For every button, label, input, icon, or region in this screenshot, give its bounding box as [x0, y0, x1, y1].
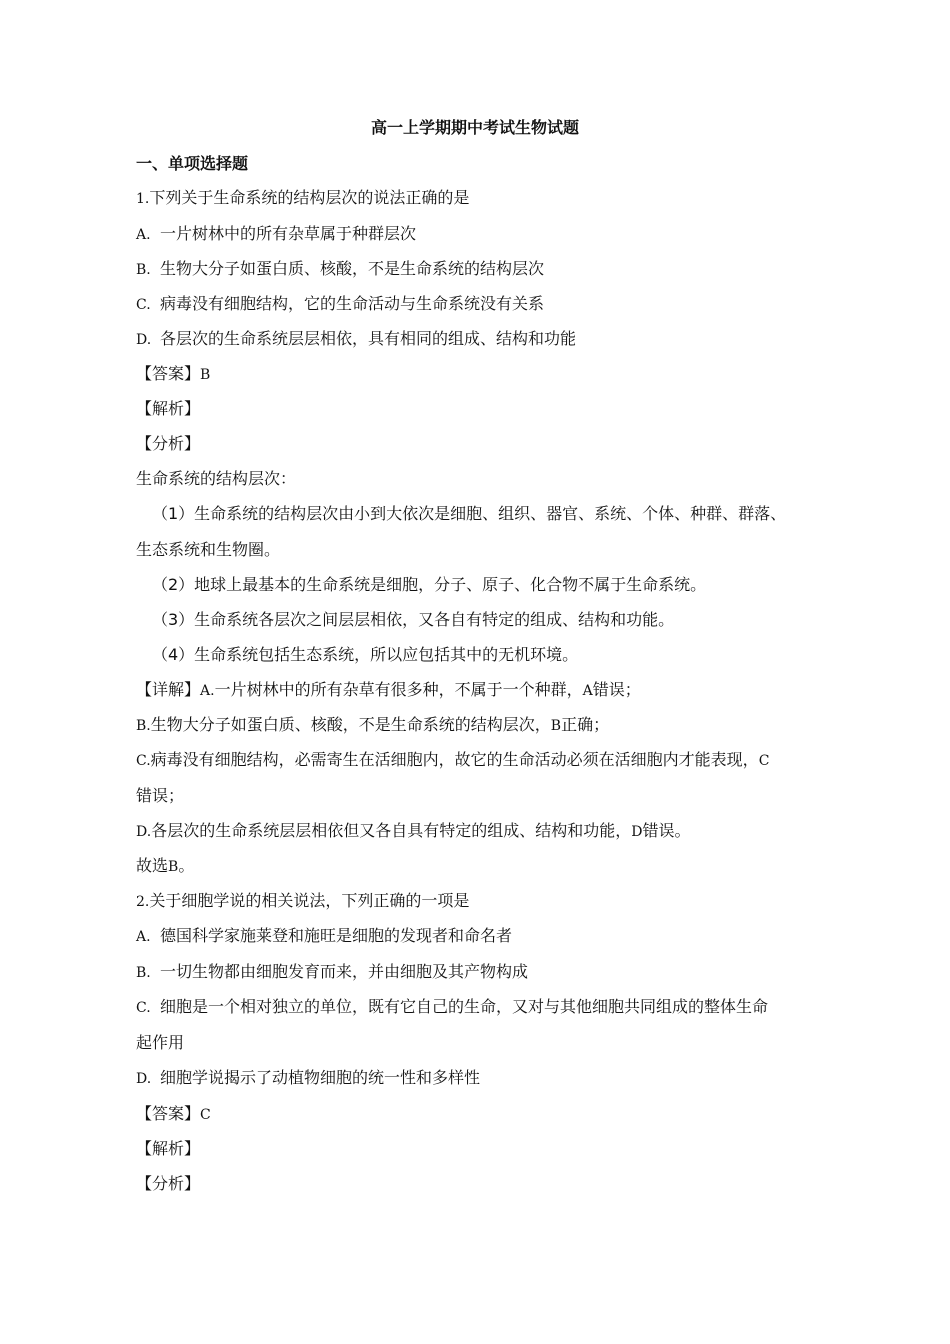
q1-detail-c-cont: 错误；: [136, 786, 185, 805]
q1-detail-a: [136, 680, 641, 701]
option-text: 各层次的生命系统层层相依，具有相同的组成、结构和功能: [160, 329, 577, 348]
page-title: 高一上学期期中考试生物试题: [370, 118, 579, 137]
q1-answer: [136, 364, 210, 385]
option-label: D.: [136, 332, 152, 348]
detail-text: 各层次的生命系统层层相依但又各自具有特定的组成、结构和功能，: [151, 821, 632, 840]
detail-letter: C: [758, 753, 770, 769]
option-text: 德国科学家施莱登和施旺是细胞的发现者和命名者: [160, 926, 513, 945]
q1-point-4: （4）生命系统包括生态系统，所以应包括其中的无机环境。: [152, 645, 579, 664]
option-label: D.: [136, 1071, 152, 1087]
q1-analysis-intro: 生命系统的结构层次：: [136, 469, 297, 488]
detail-letter: A: [582, 683, 593, 699]
q1-option-b: [136, 259, 544, 280]
conclusion-letter: B: [168, 859, 179, 875]
option-label: A.: [136, 227, 151, 243]
q1-jiexi-label: 【解析】: [136, 399, 201, 418]
detail-verdict: 错误。: [642, 821, 691, 840]
q2-fenxi-label: 【分析】: [136, 1174, 201, 1193]
section-heading: 一、单项选择题: [136, 154, 249, 173]
answer-value: B: [200, 367, 211, 383]
q2-option-c-cont: 起作用: [136, 1033, 185, 1052]
q2-answer: [136, 1104, 211, 1125]
question-number: 2.: [136, 894, 150, 910]
question-text: 关于细胞学说的相关说法，下列正确的一项是: [149, 891, 470, 910]
detail-verdict: 正确；: [561, 715, 610, 734]
q1-conclusion: [136, 856, 194, 877]
q1-fenxi-label: 【分析】: [136, 434, 201, 453]
option-text: 生物大分子如蛋白质、核酸，不是生命系统的结构层次: [160, 259, 545, 278]
option-label: C.: [136, 297, 151, 313]
detail-letter: B: [550, 718, 562, 734]
question-2-stem: [136, 891, 469, 912]
detail-prefix: B.: [136, 718, 151, 734]
option-text: 一片树林中的所有杂草属于种群层次: [160, 224, 417, 243]
detail-label: 【详解】: [136, 680, 201, 699]
detail-text: 病毒没有细胞结构，必需寄生在活细胞内，故它的生命活动必须在活细胞内才能表现，: [150, 750, 759, 769]
q2-option-b: [136, 962, 528, 983]
option-text: 一切生物都由细胞发育而来，并由细胞及其产物构成: [160, 962, 529, 981]
q1-detail-b: [136, 715, 609, 736]
question-1-stem: [136, 188, 469, 209]
q2-option-a: [136, 926, 512, 947]
answer-label: 【答案】: [136, 364, 201, 383]
detail-text: 生物大分子如蛋白质、核酸，不是生命系统的结构层次，: [150, 715, 551, 734]
q2-jiexi-label: 【解析】: [136, 1139, 201, 1158]
q1-point-3: （3）生命系统各层次之间层层相依，又各自有特定的组成、结构和功能。: [152, 610, 675, 629]
q1-point-1-cont: 生态系统和生物圈。: [136, 540, 281, 559]
option-label: A.: [136, 929, 151, 945]
detail-letter: D: [631, 824, 643, 840]
answer-value: C: [200, 1107, 211, 1123]
q1-option-d: [136, 329, 576, 350]
q1-point-2: （2）地球上最基本的生命系统是细胞，分子、原子、化合物不属于生命系统。: [152, 575, 707, 594]
detail-prefix: A.: [200, 683, 215, 699]
detail-prefix: D.: [136, 824, 152, 840]
q1-detail-c: [136, 750, 769, 771]
option-text: 病毒没有细胞结构，它的生命活动与生命系统没有关系: [160, 294, 545, 313]
q2-option-c: [136, 997, 768, 1018]
question-text: 下列关于生命系统的结构层次的说法正确的是: [149, 188, 470, 207]
q1-point-1: （1）生命系统的结构层次由小到大依次是细胞、组织、器官、系统、个体、种群、群落、: [152, 504, 787, 523]
option-text: 细胞学说揭示了动植物细胞的统一性和多样性: [160, 1068, 481, 1087]
option-text: 细胞是一个相对独立的单位，既有它自己的生命，又对与其他细胞共同组成的整体生命: [160, 997, 769, 1016]
q2-option-d: [136, 1068, 480, 1089]
q1-detail-d: [136, 821, 690, 842]
option-label: C.: [136, 1000, 151, 1016]
conclusion-prefix: 故选: [136, 856, 169, 875]
detail-prefix: C.: [136, 753, 151, 769]
question-number: 1.: [136, 191, 150, 207]
option-label: B.: [136, 262, 151, 278]
answer-label: 【答案】: [136, 1104, 201, 1123]
q1-option-a: [136, 224, 416, 245]
detail-text: 一片树林中的所有杂草有很多种，不属于一个种群，: [214, 680, 583, 699]
conclusion-suffix: 。: [178, 856, 195, 875]
detail-verdict: 错误；: [592, 680, 641, 699]
option-label: B.: [136, 965, 151, 981]
q1-option-c: [136, 294, 544, 315]
